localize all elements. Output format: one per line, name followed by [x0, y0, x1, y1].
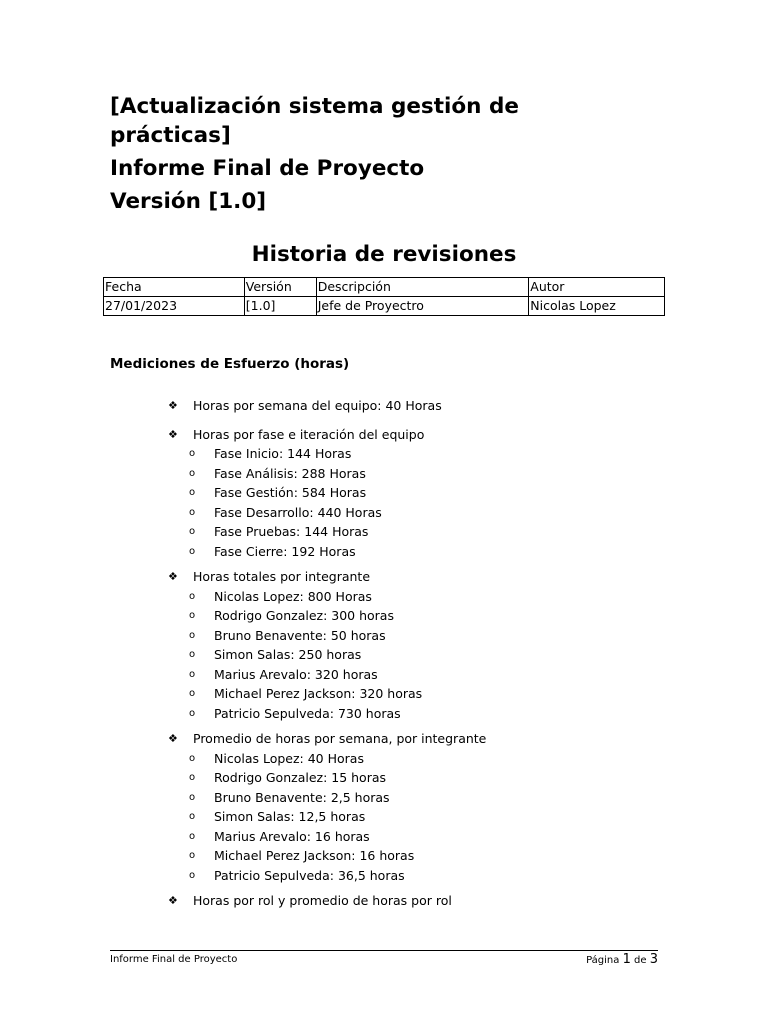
sub-list-item-text: Bruno Benavente: 2,5 horas [214, 789, 390, 805]
footer-page-number [586, 952, 658, 969]
list-item [168, 425, 728, 445]
sub-list-item-text: Fase Gestión: 584 Horas [214, 485, 367, 500]
project-title-line-2: prácticas] [110, 123, 231, 148]
list-item [168, 396, 728, 416]
sub-list-item-text: Michael Perez Jackson: 320 horas [214, 686, 423, 701]
sub-list-item [189, 768, 728, 788]
sub-list [143, 587, 728, 724]
sub-list-item-text: Marius Arevalo: 16 horas [214, 828, 370, 844]
sub-list-item-text: Patricio Sepulveda: 730 horas [214, 705, 401, 721]
page-of-label: de [634, 955, 647, 966]
sub-list-item-text: Nicolas Lopez: 40 Horas [214, 750, 364, 766]
circle-bullet-icon: o [189, 590, 196, 602]
sub-list-item-text: Bruno Benavente: 50 horas [214, 627, 386, 643]
circle-bullet-icon: o [189, 752, 196, 764]
list-item [168, 729, 728, 749]
cell-version: [1.0] [244, 297, 316, 316]
cell-descripcion: Jefe de Proyectro [316, 297, 529, 316]
diamond-bullet-icon: ❖ [168, 570, 178, 583]
sub-list-item [189, 684, 728, 704]
circle-bullet-icon: o [189, 688, 196, 699]
sub-list-item-text: Nicolas Lopez: 800 Horas [214, 588, 372, 604]
sub-list-item [189, 749, 728, 769]
diamond-bullet-icon: ❖ [168, 732, 178, 745]
cell-fecha: 27/01/2023 [104, 297, 245, 316]
diamond-bullet-icon: ❖ [168, 399, 178, 412]
list-item [168, 567, 728, 587]
sub-list-item-text: Fase Pruebas: 144 Horas [214, 524, 369, 539]
sub-list-item-text: Rodrigo Gonzalez: 300 horas [214, 608, 394, 623]
sub-list-item-text: Simon Salas: 12,5 horas [214, 809, 366, 824]
table-header-row [104, 278, 665, 297]
circle-bullet-icon: o [189, 545, 196, 557]
sub-list-item-text: Fase Cierre: 192 Horas [214, 543, 356, 559]
sub-list-item [189, 846, 728, 866]
column-header-descripcion: Descripción [316, 278, 529, 297]
sub-list [143, 444, 728, 561]
sub-list-item [189, 827, 728, 847]
sub-list-item [189, 503, 728, 523]
sub-list [143, 749, 728, 886]
circle-bullet-icon: o [189, 791, 196, 803]
effort-measurements-heading: Mediciones de Esfuerzo (horas) [110, 356, 350, 372]
circle-bullet-icon: o [189, 850, 196, 861]
sub-list-item [189, 587, 728, 607]
circle-bullet-icon: o [189, 448, 196, 459]
sub-list-item-text: Marius Arevalo: 320 horas [214, 666, 378, 682]
sub-list-item [189, 665, 728, 685]
circle-bullet-icon: o [189, 467, 196, 479]
report-title: Informe Final de Proyecto [110, 156, 425, 181]
sub-list-item-text: Fase Inicio: 144 Horas [214, 446, 352, 461]
diamond-bullet-icon: ❖ [168, 894, 178, 907]
page-label: Página [586, 955, 620, 966]
list-item-text: Horas totales por integrante [193, 569, 371, 584]
project-title-line-1: [Actualización sistema gestión de [110, 94, 519, 119]
list-item-text: Promedio de horas por semana, por integrante [193, 731, 487, 746]
circle-bullet-icon: o [189, 772, 196, 783]
circle-bullet-icon: o [189, 629, 196, 641]
sub-list-item [189, 606, 728, 626]
list-item-text: Horas por semana del equipo: 40 Horas [193, 398, 442, 413]
effort-measurements-list [168, 396, 728, 920]
list-item-text: Horas por fase e iteración del equipo [193, 426, 425, 442]
footer-divider [110, 950, 658, 951]
sub-list-item [189, 807, 728, 827]
circle-bullet-icon: o [189, 487, 196, 498]
footer-document-name: Informe Final de Proyecto [110, 954, 238, 965]
circle-bullet-icon: o [189, 649, 196, 660]
circle-bullet-icon: o [189, 668, 196, 680]
sub-list-item [189, 483, 728, 503]
circle-bullet-icon: o [189, 811, 196, 822]
circle-bullet-icon: o [189, 526, 196, 537]
page-total: 3 [649, 952, 658, 967]
sub-list-item-text: Simon Salas: 250 horas [214, 647, 362, 662]
page-current: 1 [622, 952, 631, 967]
revision-history-heading: Historia de revisiones [251, 242, 517, 267]
circle-bullet-icon: o [189, 869, 196, 881]
diamond-bullet-icon: ❖ [168, 427, 178, 441]
cell-autor: Nicolas Lopez [529, 297, 665, 316]
circle-bullet-icon: o [189, 506, 196, 518]
column-header-fecha: Fecha [104, 278, 245, 297]
sub-list-item [189, 866, 728, 886]
column-header-version: Versión [244, 278, 316, 297]
sub-list-item [189, 464, 728, 484]
revision-history-table [103, 277, 665, 316]
sub-list-item-text: Rodrigo Gonzalez: 15 horas [214, 770, 387, 785]
sub-list-item-text: Fase Desarrollo: 440 Horas [214, 504, 382, 520]
sub-list-item [189, 626, 728, 646]
document-title-block [110, 92, 670, 216]
circle-bullet-icon: o [189, 707, 196, 719]
circle-bullet-icon: o [189, 830, 196, 842]
circle-bullet-icon: o [189, 610, 196, 621]
sub-list-item-text: Michael Perez Jackson: 16 horas [214, 848, 415, 863]
sub-list-item [189, 444, 728, 464]
list-item [168, 891, 728, 911]
sub-list-item-text: Fase Análisis: 288 Horas [214, 465, 366, 481]
column-header-autor: Autor [529, 278, 665, 297]
sub-list-item-text: Patricio Sepulveda: 36,5 horas [214, 867, 405, 883]
sub-list-item [189, 788, 728, 808]
version-title: Versión [1.0] [110, 189, 267, 214]
table-row [104, 297, 665, 316]
sub-list-item [189, 542, 728, 562]
list-item-text: Horas por rol y promedio de horas por rol [193, 893, 452, 908]
sub-list-item [189, 522, 728, 542]
sub-list-item [189, 704, 728, 724]
sub-list-item [189, 645, 728, 665]
